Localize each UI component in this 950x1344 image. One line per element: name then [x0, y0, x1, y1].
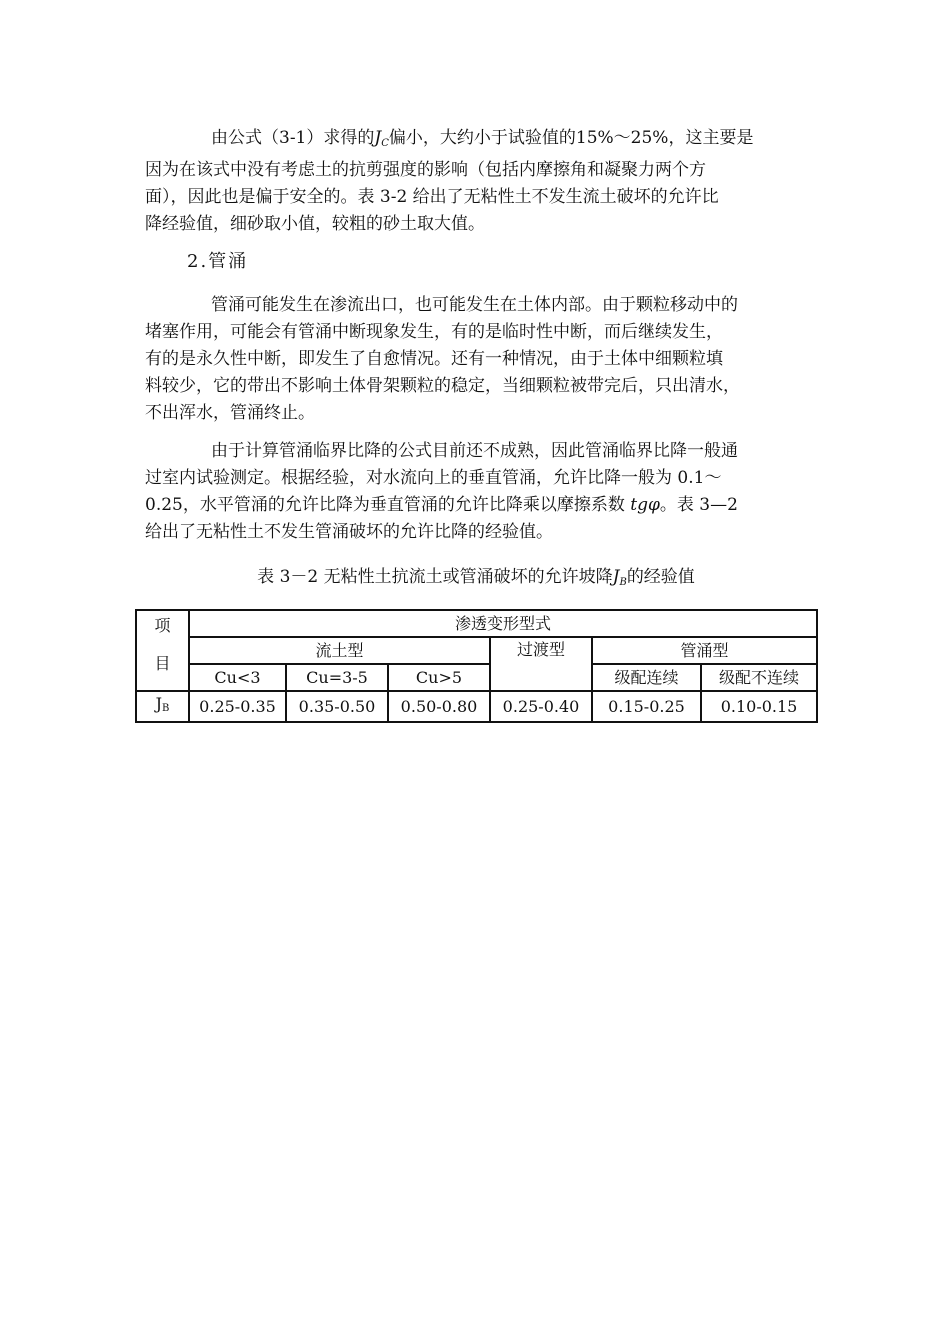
paragraph-3-line-3: 0.25，水平管涌的允许比降为垂直管涌的允许比降乘以摩擦系数 tgφ。表 3—2 — [145, 495, 738, 515]
paragraph-1-line-4: 降经验值，细砂取小值，较粗的砂土取大值。 — [145, 214, 485, 234]
value-cell: 0.35-0.50 — [286, 691, 388, 722]
paragraph-1-line-2: 因为在该式中没有考虑土的抗剪强度的影响（包括内摩擦角和凝聚力两个方 — [145, 160, 706, 180]
paragraph-3-line-2: 过室内试验测定。根据经验，对水流向上的垂直管涌，允许比降一般为 0.1～ — [145, 468, 722, 488]
table-caption: 表 3－2 无粘性土抗流土或管涌破坏的允许坡降$J_B$的经验值 — [257, 567, 695, 588]
paragraph-1 — [145, 125, 807, 238]
value-cell: 0.25-0.35 — [189, 691, 286, 722]
row-header-bottom: 目 — [154, 654, 171, 673]
subheader-cell: Cu=3-5 — [286, 664, 388, 691]
header-guodu: 过渡型 — [490, 637, 592, 691]
value-cell: 0.10-0.15 — [701, 691, 817, 722]
value-cell: 0.50-0.80 — [388, 691, 490, 722]
symbol-jc: $J_C$ — [374, 128, 389, 149]
paragraph-2-line-1: 管涌可能发生在渗流出口，也可能发生在土体内部。由于颗粒移动中的 — [211, 295, 738, 315]
value-cell: 0.25-0.40 — [490, 691, 592, 722]
symbol-tg-phi: tgφ — [630, 495, 660, 515]
allowable-gradient-table — [135, 609, 818, 723]
value-cell: 0.15-0.25 — [592, 691, 701, 722]
paragraph-3-line-1: 由于计算管涌临界比降的公式目前还不成熟，因此管涌临界比降一般通 — [211, 441, 738, 461]
paragraph-3-line-4: 给出了无粘性土不发生管涌破坏的允许比降的经验值。 — [145, 522, 553, 542]
table-data-row — [136, 691, 817, 722]
table-header-row-3 — [136, 664, 817, 691]
row-header-top: 项 — [154, 616, 171, 635]
paragraph-2-line-5: 不出浑水，管涌终止。 — [145, 403, 315, 423]
paragraph-1-line-1: 由公式（3-1）求得的$J_C$偏小，大约小于试验值的15%～25%，这主要是 — [211, 128, 754, 149]
group-header: 渗透变形型式 — [189, 610, 817, 637]
header-liutu: 流土型 — [189, 637, 490, 664]
header-guanyong: 管涌型 — [592, 637, 817, 664]
paragraph-2-line-3: 有的是永久性中断，即发生了自愈情况。还有一种情况，由于土体中细颗粒填 — [145, 349, 723, 369]
paragraph-2-line-4: 料较少，它的带出不影响土体骨架颗粒的稳定，当细颗粒被带完后，只出清水， — [145, 376, 740, 396]
paragraph-2 — [145, 292, 807, 427]
subheader-cell: Cu>5 — [388, 664, 490, 691]
subheader-cell: 级配连续 — [592, 664, 701, 691]
symbol-jb: $J_B$ — [612, 567, 627, 588]
section-heading: 2.管涌 — [187, 251, 249, 272]
table-header-row-1 — [136, 610, 817, 637]
row-header-cell — [136, 610, 189, 691]
table-header-row-2 — [136, 637, 817, 664]
subheader-cell: Cu<3 — [189, 664, 286, 691]
paragraph-3 — [145, 438, 807, 546]
row-label-jb: JB — [136, 691, 189, 722]
paragraph-1-line-3: 面），因此也是偏于安全的。表 3-2 给出了无粘性土不发生流土破坏的允许比 — [145, 187, 719, 207]
subheader-cell: 级配不连续 — [701, 664, 817, 691]
paragraph-2-line-2: 堵塞作用，可能会有管涌中断现象发生，有的是临时性中断，而后继续发生， — [145, 322, 723, 342]
